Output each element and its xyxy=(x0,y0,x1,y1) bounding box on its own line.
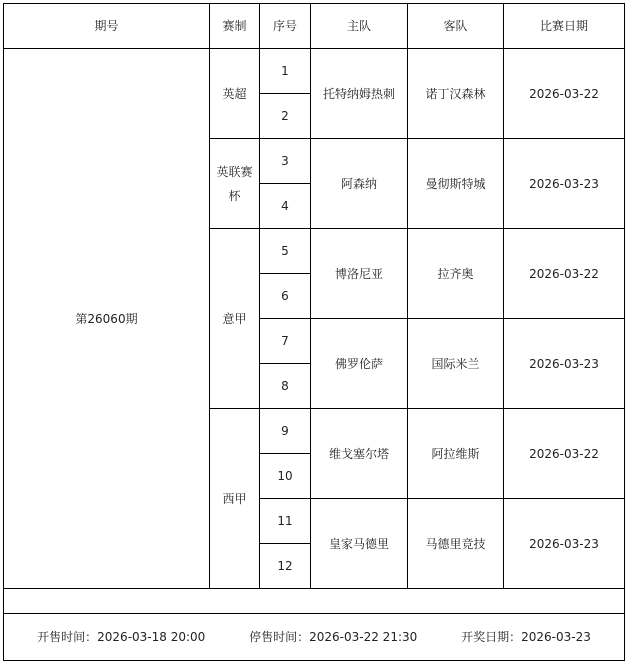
schedule-table xyxy=(3,3,625,661)
seq-cell: 4 xyxy=(260,184,311,229)
match-date-cell: 2026-03-22 xyxy=(504,229,625,319)
league-cell: 英超 xyxy=(210,49,260,139)
seq-cell: 11 xyxy=(260,499,311,544)
header-issue: 期号 xyxy=(4,4,210,49)
match-date-cell: 2026-03-22 xyxy=(504,49,625,139)
header-away: 客队 xyxy=(408,4,504,49)
home-team-cell: 博洛尼亚 xyxy=(311,229,408,319)
match-date-cell: 2026-03-23 xyxy=(504,499,625,589)
footer-cell xyxy=(4,614,625,661)
league-label: 英联赛杯 xyxy=(216,164,253,203)
seq-cell: 8 xyxy=(260,364,311,409)
match-date-cell: 2026-03-23 xyxy=(504,319,625,409)
seq-cell: 5 xyxy=(260,229,311,274)
seq-cell: 12 xyxy=(260,544,311,589)
home-team-cell: 维戈塞尔塔 xyxy=(311,409,408,499)
spacer-cell xyxy=(4,589,625,614)
home-team-cell: 皇家马德里 xyxy=(311,499,408,589)
home-team-cell: 托特纳姆热刺 xyxy=(311,49,408,139)
league-cell: 意甲 xyxy=(210,229,260,409)
home-team-cell: 佛罗伦萨 xyxy=(311,319,408,409)
seq-cell: 9 xyxy=(260,409,311,454)
header-home: 主队 xyxy=(311,4,408,49)
away-team-cell: 诺丁汉森林 xyxy=(408,49,504,139)
away-team-cell: 拉齐奥 xyxy=(408,229,504,319)
away-team-cell: 阿拉维斯 xyxy=(408,409,504,499)
away-team-cell: 国际米兰 xyxy=(408,319,504,409)
sale-stop-time: 停售时间：2026-03-22 21:30 xyxy=(249,630,418,644)
seq-cell: 2 xyxy=(260,94,311,139)
away-team-cell: 曼彻斯特城 xyxy=(408,139,504,229)
league-cell xyxy=(210,139,260,229)
seq-cell: 3 xyxy=(260,139,311,184)
issue-cell: 第26060期 xyxy=(4,49,210,589)
league-cell: 西甲 xyxy=(210,409,260,589)
header-row xyxy=(4,4,625,49)
footer-row xyxy=(4,614,625,661)
home-team-cell: 阿森纳 xyxy=(311,139,408,229)
spacer-row xyxy=(4,589,625,614)
seq-cell: 10 xyxy=(260,454,311,499)
table-row xyxy=(4,49,625,94)
seq-cell: 7 xyxy=(260,319,311,364)
draw-date: 开奖日期：2026-03-23 xyxy=(461,630,591,644)
sale-start-time: 开售时间：2026-03-18 20:00 xyxy=(37,630,206,644)
header-seq: 序号 xyxy=(260,4,311,49)
away-team-cell: 马德里竞技 xyxy=(408,499,504,589)
match-date-cell: 2026-03-22 xyxy=(504,409,625,499)
header-date: 比赛日期 xyxy=(504,4,625,49)
seq-cell: 6 xyxy=(260,274,311,319)
seq-cell: 1 xyxy=(260,49,311,94)
match-date-cell: 2026-03-23 xyxy=(504,139,625,229)
header-league: 赛制 xyxy=(210,4,260,49)
